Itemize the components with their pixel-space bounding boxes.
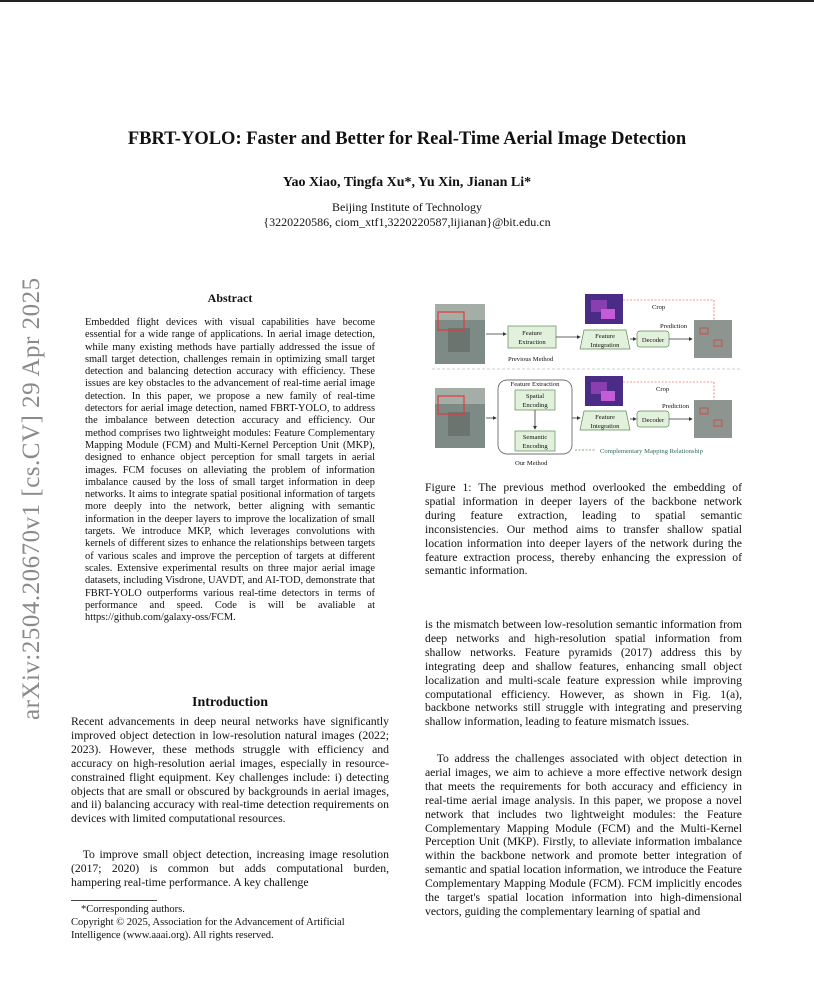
previous-method-label: Previous Method	[508, 356, 554, 363]
prediction-image-top	[694, 320, 732, 358]
prediction-label-bottom: Prediction	[662, 403, 690, 410]
crop-label-top: Crop	[652, 304, 666, 311]
top-border	[0, 0, 814, 2]
aerial-image-input-top	[435, 304, 485, 364]
intro-paragraph-2: To improve small object detection, increasing image resolution (2017; 2020) is common but adds computational burden, hampering real-time performance. A key challenge	[71, 848, 389, 889]
svg-text:Feature: Feature	[595, 414, 615, 421]
svg-text:Integration: Integration	[590, 342, 620, 349]
crop-label-bottom: Crop	[656, 386, 670, 393]
svg-text:Integration: Integration	[590, 423, 620, 430]
svg-text:Feature: Feature	[595, 333, 615, 340]
footnote	[71, 903, 391, 942]
abstract-text: Embedded flight devices with visual capabilities have become essential for a wide range of applications. In aerial image detection, while many existing methods have partially addressed the issue of small target detection, challenges remain in optimizing small target detection and balancing detection accuracy with efficiency. These issues are key obstacles to the advancement of real-time aerial image detection. In this paper, we propose a new family of real-time detectors for aerial image detection, named FBRT-YOLO, to address the imbalance between detection accuracy and efficiency. Our method comprises two lightweight modules: Feature Complementary Mapping Module (FCM) and Multi-Kernel Perception Unit (MKP), designed to enhance object perception for small targets in aerial images. FCM focuses on alleviating the problem of information imbalance caused by the loss of small target information in deep networks. It aims to integrate spatial positional information of targets more deeply into the network, better aligning with semantic information in the deeper layers to improve the localization of small targets. We introduce MKP, which leverages convolutions with kernels of different sizes to enhance the relationships between targets of various scales and improve the perception of targets at different scales. Extensive experimental results on three major aerial image datasets, including Visdrone, UAVDT, and AI-TOD, demonstrate that FBRT-YOLO outperforms various real-time detectors in terms of performance and speed. Code is will be avaliable at https://github.com/galaxy-oss/FCM.	[85, 317, 375, 624]
footnote-rule	[71, 900, 157, 901]
aerial-image-input-bottom	[435, 388, 485, 448]
figure-caption: Figure 1: The previous method overlooked the embedding of spatial information in deeper layers of the backbone network during feature extraction, leading to spatial semantic inconsistencies. Our method aims to transfer shallow spatial location information into deeper layers of the network during the feature extraction process, thereby enhancing the expression of semantic information.	[425, 481, 742, 578]
intro-paragraph-1: Recent advancements in deep neural networks have significantly improved object detection in low-resolution natural images (2022; 2023). However, these methods struggle with efficiency and accuracy on high-resolution aerial images, especially in resource-constrained flight equipment. Key challenges include: i) detecting objects that are small or obscured by backgrounds in aerial images, and ii) balancing accuracy with real-time detection requirements on devices with limited computational resources.	[71, 715, 389, 826]
feature-integration-box-bottom	[580, 411, 630, 430]
feature-extraction-box-top	[508, 326, 556, 348]
svg-text:Feature Extraction: Feature Extraction	[510, 381, 560, 388]
svg-text:Encoding: Encoding	[522, 443, 548, 450]
author-emails: {3220220586, ciom_xtf1,3220220587,lijianan}@bit.edu.cn	[263, 215, 551, 229]
decoder-box-bottom	[637, 411, 669, 427]
right-paragraph-1: is the mismatch between low-resolution semantic information from deep networks and high-resolution spatial information from shallow networks. Feature pyramids (2017) address this by integrating deep and shallow features, enhancing small object localization and multi-scale feature expression while improving computational efficiency. However, as shown in Fig. 1(a), backbone networks still struggle with integrating and preserving shallow information, leading to feature mismatch issues.	[425, 618, 742, 729]
feature-integration-box-top	[580, 330, 630, 349]
copyright-note: Copyright © 2025, Association for the Advancement of Artificial Intelligence (www.aaai.org). All rights reserved.	[71, 917, 345, 941]
affiliation: Beijing Institute of Technology	[332, 200, 482, 214]
right-paragraph-2: To address the challenges associated with object detection in aerial images, we aim to achieve a more effective network design that meets the requirements for both accuracy and efficiency in real-time aerial image analysis. In this paper, we propose a novel network that includes two lightweight modules: the Feature Complementary Mapping Module (FCM) and the Multi-Kernel Perception Unit (MKP). Firstly, to alleviate information imbalance within the backbone network and promote better integration of semantic and spatial location information, we introduce the Feature Complementary Mapping Module (FCM). FCM implicitly encodes the target's spatial location information into high-dimensional vectors, guiding the complementary learning of spatial and	[425, 752, 742, 918]
svg-text:Feature: Feature	[522, 330, 542, 337]
our-method-label: Our Method	[515, 460, 548, 467]
feature-map-top	[585, 294, 623, 324]
svg-text:Semantic: Semantic	[522, 434, 548, 441]
feature-map-bottom	[585, 376, 623, 406]
author-list: Yao Xiao, Tingfa Xu*, Yu Xin, Jianan Li*	[282, 175, 532, 190]
prediction-image-bottom	[694, 400, 732, 438]
figure-1-diagram	[430, 290, 742, 468]
prediction-label-top: Prediction	[660, 323, 688, 330]
svg-text:Encoding: Encoding	[522, 402, 548, 409]
decoder-box-top	[637, 331, 669, 347]
abstract-heading: Abstract	[207, 291, 253, 305]
paper-title: FBRT-YOLO: Faster and Better for Real-Time Aerial Image Detection	[127, 129, 687, 149]
introduction-heading: Introduction	[192, 695, 268, 710]
svg-text:Decoder: Decoder	[641, 337, 665, 344]
cmr-legend-label: Complementary Mapping Relationship	[600, 448, 703, 455]
arxiv-watermark: arXiv:2504.20670v1 [cs.CV] 29 Apr 2025	[18, 277, 45, 720]
svg-text:Decoder: Decoder	[641, 417, 665, 424]
feature-extraction-group	[498, 380, 572, 454]
svg-text:Spatial: Spatial	[525, 393, 545, 400]
svg-text:Extraction: Extraction	[518, 339, 546, 346]
corresponding-note: *Corresponding authors.	[81, 904, 185, 915]
